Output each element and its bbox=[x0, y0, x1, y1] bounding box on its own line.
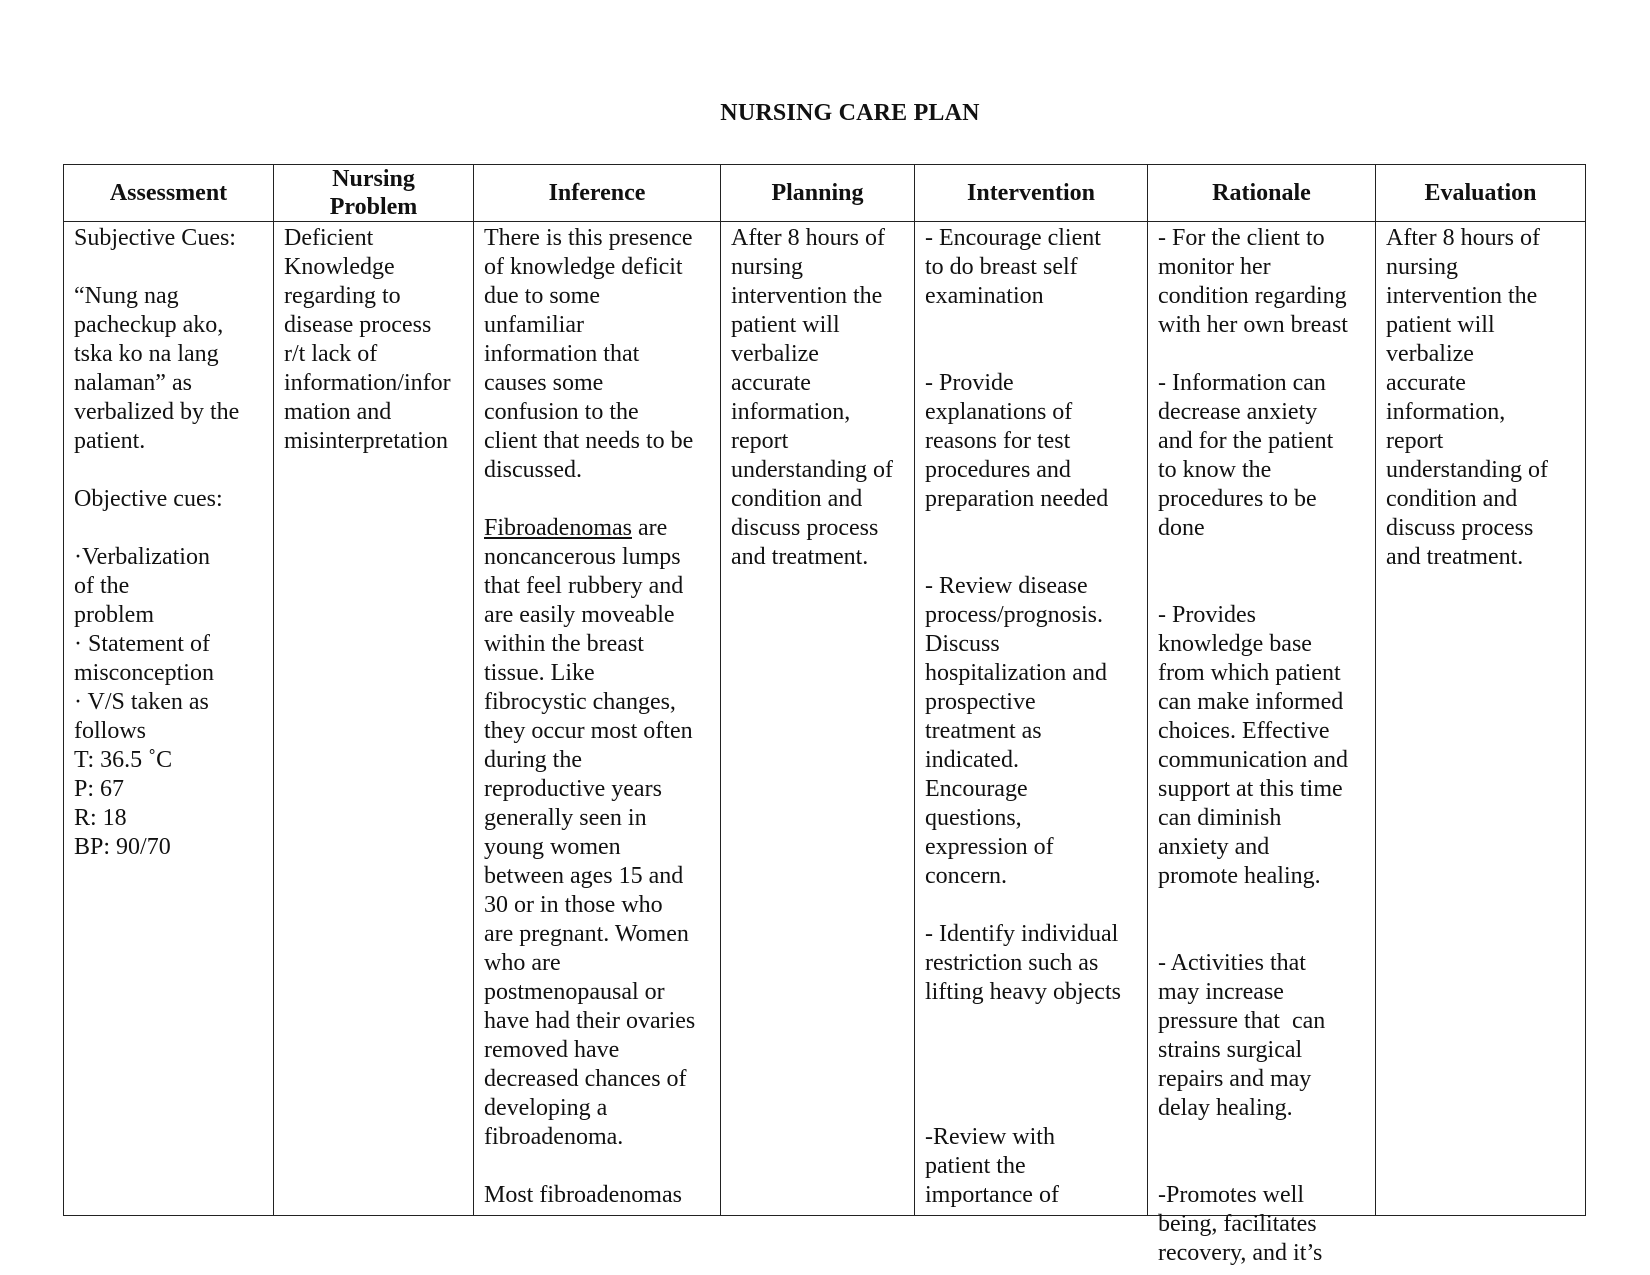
inference-paragraph-1: There is this presence of knowledge deficit due to some unfamiliar information that causes some confusion to the client that needs to be discussed. bbox=[484, 225, 694, 483]
vital-blood-pressure: BP: 90/70 bbox=[74, 834, 171, 860]
header-inference: Inference bbox=[474, 165, 721, 222]
rationale-item-2: - Information can decrease anxiety and for the patient to know the procedures to be done bbox=[1158, 370, 1334, 541]
care-plan-table bbox=[63, 164, 1586, 1266]
intervention-item-1: - Encourage client to do breast self examination bbox=[925, 225, 1101, 309]
header-row bbox=[64, 165, 1586, 222]
table-row bbox=[64, 222, 1586, 1216]
planning-cell bbox=[721, 222, 915, 1216]
header-rationale: Rationale bbox=[1148, 165, 1376, 222]
nursing-problem-cell bbox=[274, 222, 474, 1216]
inference-paragraph-3: Most fibroadenomas bbox=[484, 1182, 682, 1208]
planning-text: After 8 hours of nursing intervention the patient will verbalize accurate information, report understanding of condition and discuss process and treatment. bbox=[731, 225, 893, 570]
header-evaluation: Evaluation bbox=[1376, 165, 1586, 222]
inference-cell bbox=[474, 222, 721, 1216]
header-intervention: Intervention bbox=[915, 165, 1148, 222]
rationale-item-1: - For the client to monitor her condition regarding with her own breast bbox=[1158, 225, 1348, 338]
header-assessment: Assessment bbox=[64, 165, 274, 222]
subjective-quote: “Nung nag pacheckup ako, tska ko na lang nalaman” as verbalized by the patient. bbox=[74, 283, 240, 454]
inference-paragraph-2-text: are noncancerous lumps that feel rubbery and are easily moveable within the breast tissue. Like fibrocystic changes, they occur most often during the reproductive years generally seen in young women between ages 15 and 30 or in those who are pregnant. Women who are postmenopausal or have had their ovaries removed have decreased chances of developing a fibroadenoma. bbox=[484, 515, 696, 1150]
intervention-item-5: -Review with patient the importance of bbox=[925, 1124, 1059, 1208]
header-nursing-problem: Nursing Problem bbox=[274, 165, 474, 222]
vital-pulse: P: 67 bbox=[74, 776, 125, 802]
intervention-item-2: - Provide explanations of reasons for test procedures and preparation needed bbox=[925, 370, 1109, 512]
header-planning: Planning bbox=[721, 165, 915, 222]
intervention-item-3: - Review disease process/prognosis. Discuss hospitalization and prospective treatment as indicated. Encourage questions, expression of concern. bbox=[925, 573, 1107, 889]
rationale-cell bbox=[1148, 222, 1376, 1266]
evaluation-text: After 8 hours of nursing intervention the patient will verbalize accurate information, report understanding of condition and discuss process and treatment. bbox=[1386, 225, 1548, 570]
vital-respiration: R: 18 bbox=[74, 805, 127, 831]
vital-temperature: T: 36.5 ˚C bbox=[74, 747, 173, 773]
rationale-item-4: - Activities that may increase pressure that can strains surgical repairs and may delay healing. bbox=[1158, 950, 1326, 1121]
objective-cues-list: ·Verbalization of the problem · Statement of misconception · V/S taken as follows bbox=[74, 544, 214, 744]
fibroadenomas-term: Fibroadenomas bbox=[484, 515, 632, 541]
page-title: NURSING CARE PLAN bbox=[720, 100, 980, 126]
rationale-item-3: - Provides knowledge base from which patient can make informed choices. Effective communication and support at this time can diminish anxiety and promote healing. bbox=[1158, 602, 1348, 889]
objective-cues-label: Objective cues: bbox=[74, 486, 223, 512]
inference-paragraph-2 bbox=[484, 514, 712, 1152]
rationale-item-5: -Promotes well being, facilitates recovery, and it’s bbox=[1158, 1182, 1323, 1266]
intervention-item-4: - Identify individual restriction such as lifting heavy objects bbox=[925, 921, 1121, 1005]
evaluation-cell bbox=[1376, 222, 1586, 1216]
intervention-cell bbox=[915, 222, 1148, 1216]
subjective-cues-label: Subjective Cues: bbox=[74, 225, 236, 251]
assessment-cell bbox=[64, 222, 274, 1216]
nursing-problem-text: Deficient Knowledge regarding to disease process r/t lack of information/infor mation and misinterpretation bbox=[284, 225, 451, 454]
